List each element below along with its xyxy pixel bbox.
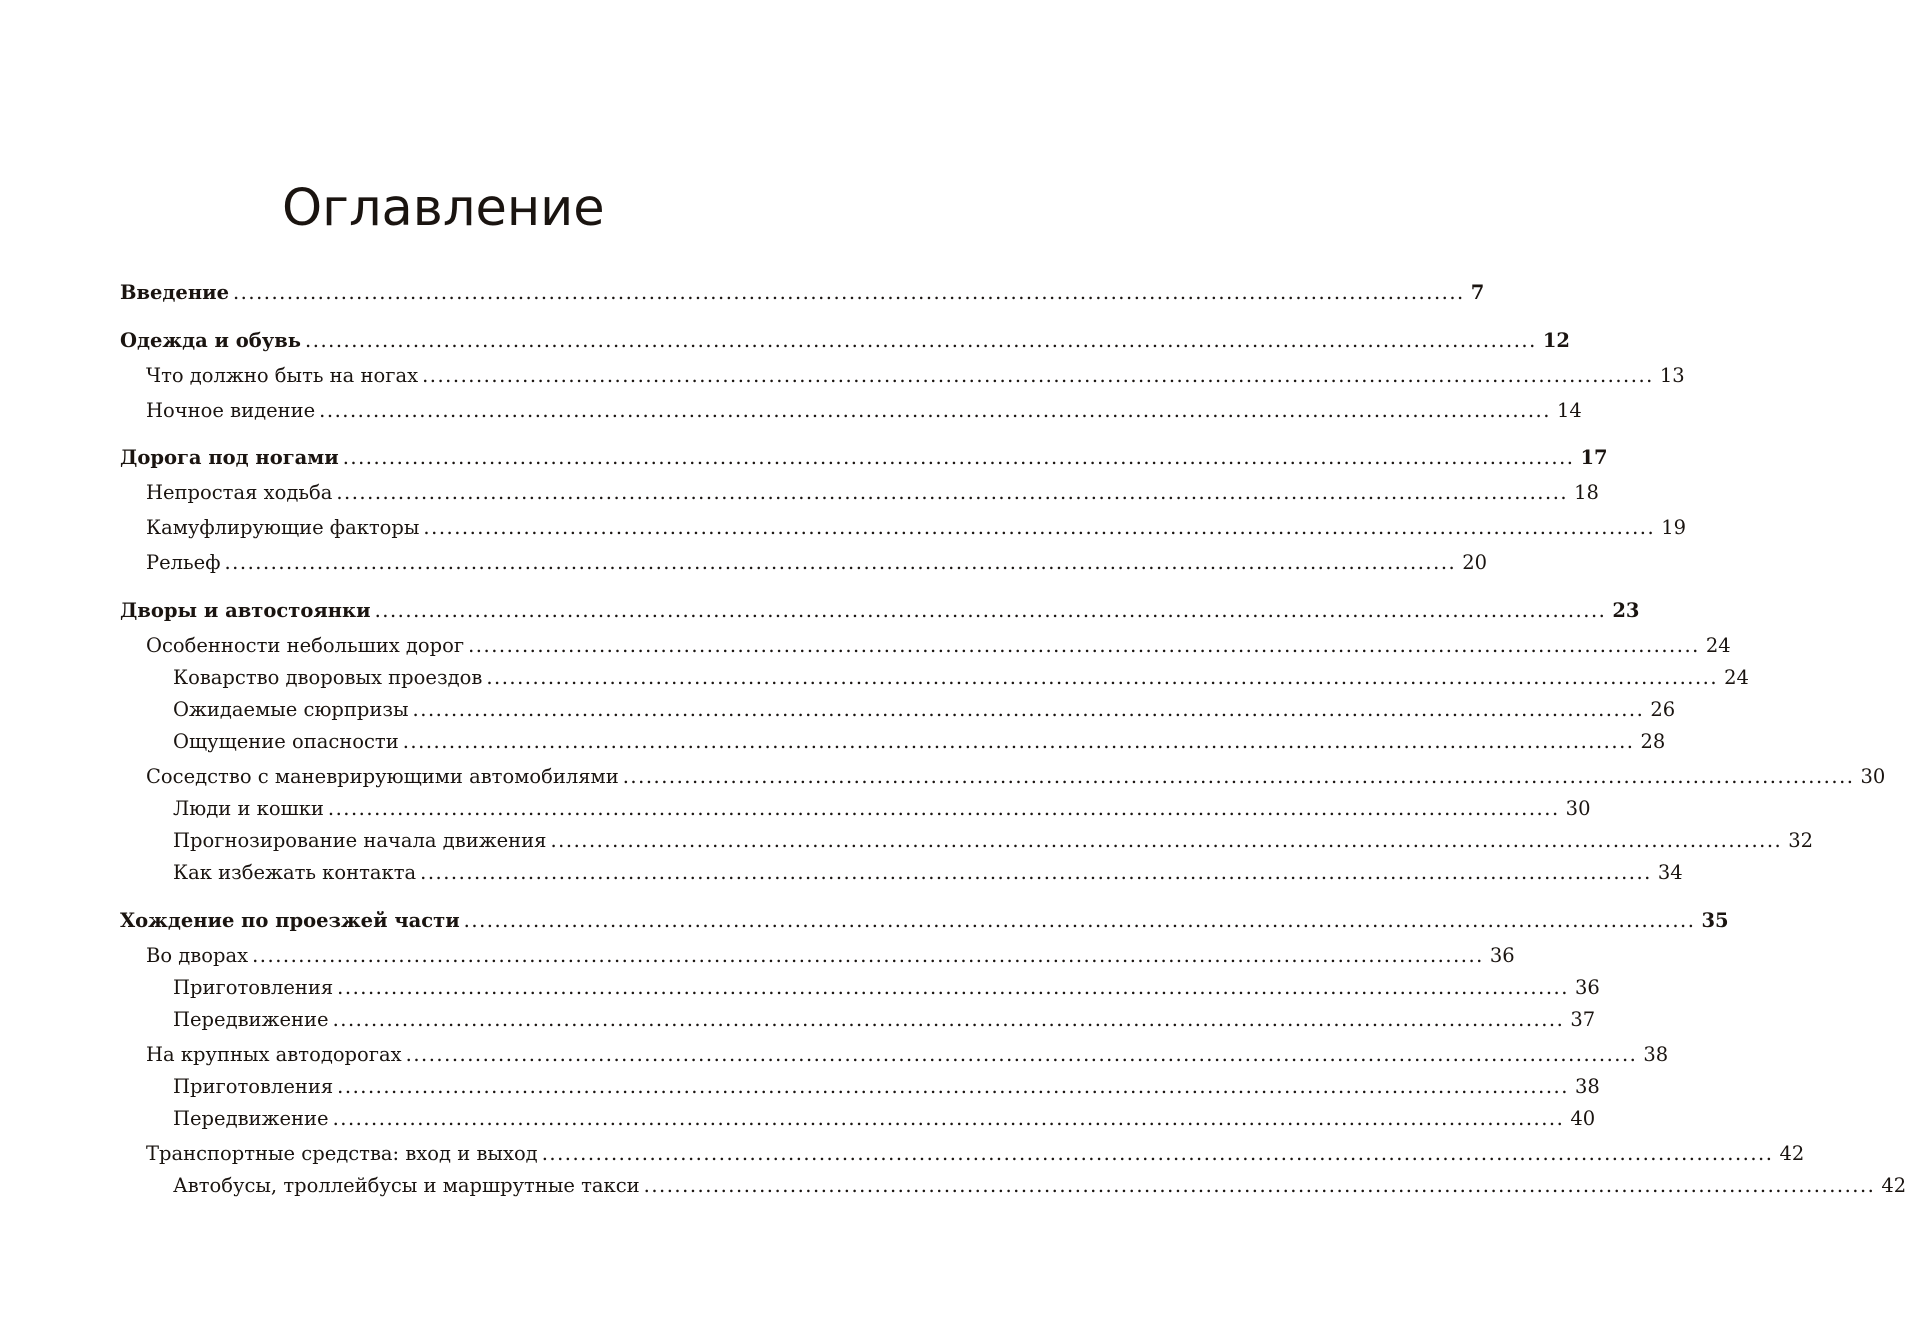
toc-entry <box>173 694 1676 726</box>
toc-entry-page-number: 30 <box>1565 797 1591 820</box>
toc-dot-leader: ................................................................................................................................................................ <box>643 1174 1876 1197</box>
toc-entry <box>120 277 1485 309</box>
toc-entry-page-number: 13 <box>1659 364 1685 387</box>
toc-entry-title: Дорога под ногами <box>120 446 339 469</box>
toc-dot-leader: ................................................................................................................................................................ <box>402 730 1635 753</box>
toc-entry <box>120 905 1729 937</box>
toc-entry <box>173 1170 1906 1202</box>
toc-dot-leader: ................................................................................................................................................................ <box>412 698 1645 721</box>
toc-entry <box>173 972 1600 1004</box>
toc-entry-page-number: 35 <box>1701 909 1729 932</box>
toc-entry-title: Одежда и обувь <box>120 329 302 352</box>
toc-entry-title: Во дворах <box>146 944 249 967</box>
toc-entry-title: Рельеф <box>146 551 221 574</box>
toc-entry-page-number: 24 <box>1724 666 1749 689</box>
toc-dot-leader: ................................................................................................................................................................ <box>550 829 1783 852</box>
toc-dot-leader: ................................................................................................................................................................ <box>332 1107 1565 1130</box>
toc-entry-title: Ночное видение <box>146 399 316 422</box>
toc-entry <box>146 395 1582 427</box>
toc-dot-leader: ................................................................................................................................................................ <box>468 634 1700 657</box>
toc-dot-leader: ................................................................................................................................................................ <box>541 1142 1774 1165</box>
toc-entry-page-number: 32 <box>1788 829 1814 852</box>
toc-dot-leader: ................................................................................................................................................................ <box>337 976 1569 999</box>
toc-entry-page-number: 24 <box>1705 634 1731 657</box>
toc-entry-page-number: 23 <box>1612 599 1640 622</box>
toc-dot-leader: ................................................................................................................................................................ <box>405 1043 1638 1066</box>
toc-entry <box>146 630 1731 662</box>
toc-dot-leader: ................................................................................................................................................................ <box>463 909 1696 932</box>
toc-dot-leader: ................................................................................................................................................................ <box>342 446 1575 469</box>
toc-entry-title: Непростая ходьба <box>146 481 333 504</box>
toc-dot-leader: ................................................................................................................................................................ <box>232 281 1465 304</box>
toc-entry <box>120 325 1570 357</box>
toc-dot-leader: ................................................................................................................................................................ <box>622 765 1855 788</box>
toc-entry-title: Введение <box>120 281 229 304</box>
toc-entry-page-number: 42 <box>1881 1174 1906 1197</box>
toc-entry-title: Камуфлирующие факторы <box>146 516 420 539</box>
toc-dot-leader: ................................................................................................................................................................ <box>422 364 1654 387</box>
toc-dot-leader: ................................................................................................................................................................ <box>319 399 1551 422</box>
toc-entry-title: Соседство с маневрирующими автомобилями <box>146 765 619 788</box>
toc-entry-title: Что должно быть на ногах <box>146 364 419 387</box>
toc-dot-leader: ................................................................................................................................................................ <box>327 797 1560 820</box>
toc-entry-page-number: 34 <box>1657 861 1683 884</box>
toc-entry-page-number: 28 <box>1640 730 1666 753</box>
toc-entry <box>146 547 1488 579</box>
toc-entry-title: Приготовления <box>173 976 334 999</box>
toc-entry-title: Передвижение <box>173 1008 329 1031</box>
toc-entry-title: Особенности небольших дорог <box>146 634 465 657</box>
toc-entry-page-number: 17 <box>1580 446 1608 469</box>
toc-dot-leader: ................................................................................................................................................................ <box>374 599 1607 622</box>
toc-entry <box>173 662 1749 694</box>
toc-entry-page-number: 18 <box>1574 481 1599 504</box>
toc-entry <box>146 761 1886 793</box>
toc-entry-title: Дворы и автостоянки <box>120 599 371 622</box>
toc-dot-leader: ................................................................................................................................................................ <box>486 666 1719 689</box>
toc-dot-leader: ................................................................................................................................................................ <box>423 516 1656 539</box>
toc-entry-title: Автобусы, троллейбусы и маршрутные такси <box>173 1174 640 1197</box>
toc-dot-leader: ................................................................................................................................................................ <box>337 1075 1569 1098</box>
toc-entry-page-number: 20 <box>1462 551 1488 574</box>
toc-entry-page-number: 12 <box>1542 329 1570 352</box>
toc-dot-leader: ................................................................................................................................................................ <box>336 481 1569 504</box>
toc-entry-title: Ощущение опасности <box>173 730 399 753</box>
toc-entry <box>173 793 1591 825</box>
toc-dot-leader: ................................................................................................................................................................ <box>252 944 1484 967</box>
toc-entry-page-number: 26 <box>1650 698 1676 721</box>
toc-entry-title: Передвижение <box>173 1107 329 1130</box>
toc-entry-page-number: 42 <box>1779 1142 1805 1165</box>
toc-entry <box>173 1004 1596 1036</box>
toc-entry-title: Как избежать контакта <box>173 861 417 884</box>
toc-entry-title: Хождение по проезжей части <box>120 909 460 932</box>
toc-entry <box>146 477 1599 509</box>
toc-entry <box>173 1071 1600 1103</box>
toc-entry-page-number: 30 <box>1860 765 1886 788</box>
toc-entry <box>120 442 1608 474</box>
toc-entry-page-number: 36 <box>1489 944 1515 967</box>
toc-entry-page-number: 38 <box>1643 1043 1669 1066</box>
toc-entry <box>146 360 1685 392</box>
toc-entry <box>173 825 1814 857</box>
toc-entry-title: На крупных автодорогах <box>146 1043 402 1066</box>
toc-entry-title: Люди и кошки <box>173 797 324 820</box>
toc-entry-page-number: 38 <box>1574 1075 1600 1098</box>
toc-entry-title: Прогнозирование начала движения <box>173 829 547 852</box>
toc-entry <box>173 726 1666 758</box>
toc-entry-title: Коварство дворовых проездов <box>173 666 483 689</box>
toc-dot-leader: ................................................................................................................................................................ <box>332 1008 1565 1031</box>
toc-entry <box>146 1039 1669 1071</box>
toc-entry-page-number: 19 <box>1661 516 1687 539</box>
toc-dot-leader: ................................................................................................................................................................ <box>224 551 1457 574</box>
toc-entry <box>146 512 1687 544</box>
toc-entry-title: Транспортные средства: вход и выход <box>146 1142 538 1165</box>
toc-entry-page-number: 37 <box>1570 1008 1596 1031</box>
toc-entry-page-number: 7 <box>1470 281 1485 304</box>
toc-entry-title: Ожидаемые сюрпризы <box>173 698 409 721</box>
toc-entry <box>173 857 1683 889</box>
toc-entry <box>146 1138 1805 1170</box>
toc-entry <box>146 940 1515 972</box>
toc-entry <box>173 1103 1596 1135</box>
toc-dot-leader: ................................................................................................................................................................ <box>420 861 1652 884</box>
toc-dot-leader: ................................................................................................................................................................ <box>305 329 1537 352</box>
toc-entry-page-number: 36 <box>1574 976 1600 999</box>
toc-entry-page-number: 40 <box>1570 1107 1596 1130</box>
toc-entry-title: Приготовления <box>173 1075 334 1098</box>
toc-entry <box>120 595 1640 627</box>
toc-entry-page-number: 14 <box>1556 399 1582 422</box>
page-title: Оглавление <box>282 179 605 238</box>
